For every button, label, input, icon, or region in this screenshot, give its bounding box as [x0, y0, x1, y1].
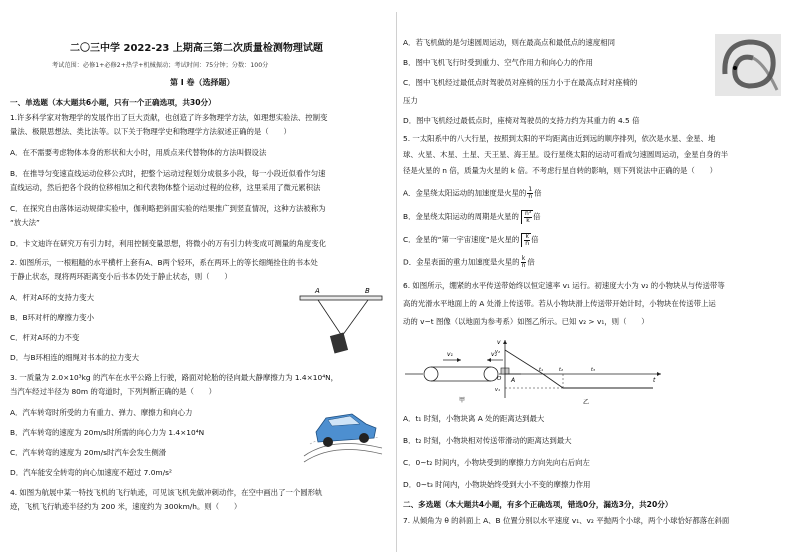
q2-figure-rod-book	[296, 286, 386, 358]
rope-left	[318, 300, 342, 336]
q4-option-c-1: C．图中飞机经过最低点时驾驶员对座椅的压力小于在最高点时对座椅的	[403, 78, 638, 87]
v2-label: v₂	[491, 351, 497, 358]
q1-option-b-1: B．在推导匀变速直线运动位移公式时，把整个运动过程划分成很多小段，每一小段近似看作匀速	[10, 169, 326, 178]
q4-option-c-2: 压力	[403, 96, 418, 105]
q5-option-a: A．金星绕太阳运动的加速度是火星的 $\frac{1}{n}$ 倍	[403, 186, 542, 200]
figure-yi-label: 乙	[583, 399, 590, 406]
q6-option-c: C．0~t₂ 时间内，小物块受到的摩擦力方向先向右后向左	[403, 458, 590, 467]
q3-stem-1: 3. 一质量为 2.0×10³kg 的汽车在水平公路上行驶，路面对轮胎的径向最大静摩擦力为 1.4×10⁴N，	[10, 373, 339, 382]
horizontal-rod	[300, 296, 382, 300]
svg-text:O: O	[497, 376, 502, 382]
section2-heading: 二、多选题（本大题共4小题，有多个正确选项，错选0分，漏选3分，共20分）	[403, 500, 673, 509]
car-wheel-rear	[359, 433, 369, 443]
q3-option-d: D．汽车能安全转弯的向心加速度不超过 7.0m/s²	[10, 468, 172, 477]
point-a-label: A	[511, 377, 516, 384]
q6-stem-1: 6. 如图所示，绷紧的水平传送带始终以恒定速率 v₁ 运行。初速度大小为 v₂ 的小物块从与传送带等	[403, 281, 725, 290]
book-block	[330, 332, 348, 353]
svg-text:t₃: t₃	[591, 367, 595, 373]
vt-line-reverse	[543, 374, 563, 388]
rope-right	[342, 300, 368, 336]
svg-text:v₂: v₂	[495, 349, 500, 355]
q1-stem-1: 1.许多科学家对物理学的发展作出了巨大贡献，也创造了许多物理学方法，如理想实验法、控制变	[10, 113, 328, 122]
section1-heading: 一、单选题（本大题共6小题，只有一个正确选项，共30分）	[10, 98, 216, 107]
ring-b-label: B	[365, 287, 370, 295]
left-pulley	[424, 367, 438, 381]
q5-option-c: C．金星的“第一宇宙速度”是火星的 $\frac{k}{n}$ 倍	[403, 233, 539, 247]
column-divider	[396, 12, 397, 552]
q5-option-b: B．金星绕太阳运动的周期是火星的 $\frac{\text{n³}}{k}$ 倍	[403, 210, 541, 224]
vt-line-decel	[505, 350, 543, 374]
q7-stem: 7. 从倾角为 θ 的斜面上 A、B 位置分别以水平速度 v₁、v₂ 平抛两个小球，两个小球恰好都落在斜面	[403, 516, 730, 525]
svg-text:t₁: t₁	[539, 367, 543, 373]
q3-stem-2: 当汽车经过半径为 80m 的弯道时，下列判断正确的是（ ）	[10, 387, 217, 396]
svg-text:t: t	[653, 377, 656, 384]
q6-option-b: B．t₂ 时刻，小物块相对传送带滑动的距离达到最大	[403, 436, 572, 445]
q6-option-a: A．t₁ 时刻，小物块离 A 处的距离达到最大	[403, 414, 545, 423]
q2-stem-2: 于静止状态，现将两环距离变小后书本仍处于静止状态，则（ ）	[10, 272, 232, 281]
q1-option-c-1: C．在探究自由落体运动规律实验中，伽利略把斜面实验的结果推广到竖直情况，这种方法被称为	[10, 204, 326, 213]
q6-stem-2: 高的光滑水平地面上的 A 处滑上传送带。若从小物块滑上传送带开始计时，小物块在传送带上运	[403, 299, 716, 308]
q6-figure-vt-graph	[493, 336, 665, 406]
q2-option-a: A．杆对A环的支持力变大	[10, 293, 95, 302]
q3-option-c: C．汽车转弯的速度为 20m/s时汽车会发生侧滑	[10, 448, 167, 457]
q5-option-d: D．金星表面的重力加速度是火星的 $\frac{k}{n}$ 倍	[403, 255, 535, 269]
q1-option-b-2: 直线运动，然后把各个段的位移相加之和代表物体整个运动过程的位移，这里采用了微元累积法	[10, 183, 321, 192]
q4-option-b: B．图中飞机飞行时受到重力、空气作用力和向心力的作用	[403, 58, 593, 67]
q2-option-b: B．B环对杆的摩擦力变小	[10, 313, 95, 322]
exam-title: 二〇三中学 2022-23 上期高三第二次质量检测物理试题	[70, 43, 323, 54]
q2-option-d: D．与B环相连的细绳对书本的拉力变大	[10, 353, 140, 362]
ring-a-label: A	[315, 287, 320, 295]
q4-stem-2: 迹，飞机飞行轨迹半径约为 200 米，速度约为 300km/h。则（ ）	[10, 502, 242, 511]
q2-stem-1: 2. 如图所示，一根粗糙的水平横杆上套有A、B两个轻环，系在两环上的等长细绳拴住的书本处	[10, 258, 318, 267]
q4-option-d: D．图中飞机经过最低点时，座椅对驾驶员的支持力约为其重力的 4.5 倍	[403, 116, 640, 125]
q2-option-c: C．杆对A环的力不变	[10, 333, 80, 342]
exam-meta: 考试范围：必修1+必修2+热学+机械振动；考试时间：75分钟；分数：100分	[52, 62, 269, 69]
q6-stem-3: 动的 v−t 图像（以地面为参考系）如图乙所示。已知 v₂ > v₁，则（ ）	[403, 317, 649, 326]
svg-text:v₁: v₁	[495, 387, 500, 393]
volume-heading: 第 I 卷（选择题）	[170, 78, 235, 87]
q1-option-a: A．在不需要考虑物体本身的形状和大小时，用质点来代替物体的方法叫假设法	[10, 148, 267, 157]
q4-option-a: A．若飞机做的是匀速圆周运动，则在最高点和最低点的速度相同	[403, 38, 615, 47]
q5-stem-1: 5. 一太阳系中的八大行星，按照到太阳的平均距离由近到远的顺序排列，依次是水星、金星、地	[403, 134, 716, 143]
figure-jia-label: 甲	[459, 397, 466, 404]
q6-option-d: D．0~t₃ 时间内，小物块始终受到大小不变的摩擦力作用	[403, 480, 591, 489]
svg-text:v: v	[497, 339, 501, 346]
q1-stem-2: 量法、极限思想法、类比法等。以下关于物理学史和物理学方法叙述正确的是（ ）	[10, 127, 291, 136]
v1-label: v₁	[447, 351, 453, 358]
q3-option-b: B．汽车转弯的速度为 20m/s时所需的向心力为 1.4×10⁴N	[10, 428, 205, 437]
q3-car-figure	[302, 398, 384, 468]
q1-option-d: D．卡文迪许在研究万有引力时，利用控制变量思想，将微小的万有引力转变成可测量的角度变化	[10, 239, 327, 248]
q5-stem-2: 球、火星、木星、土星、天王星、海王星。设行星绕太阳的运动可看成匀速圆周运动，金星自身的半	[403, 150, 729, 159]
q4-airshow-photo	[715, 34, 781, 96]
q4-stem-1: 4. 如图为航展中某一特技飞机的飞行轨迹，可见该飞机先做冲刺动作，在空中画出了一个圆形轨	[10, 488, 323, 497]
q1-option-c-2: “放大法”	[10, 218, 40, 227]
car-wheel-front	[323, 437, 333, 447]
svg-text:t₂: t₂	[559, 367, 563, 373]
q5-stem-3: 径是火星的 n 倍，质量为火星的 k 倍。不考虑行星自转的影响，则下列说法中正确的是（ ）	[403, 166, 717, 175]
q3-option-a: A．汽车转弯时所受的力有重力、弹力、摩擦力和向心力	[10, 408, 193, 417]
